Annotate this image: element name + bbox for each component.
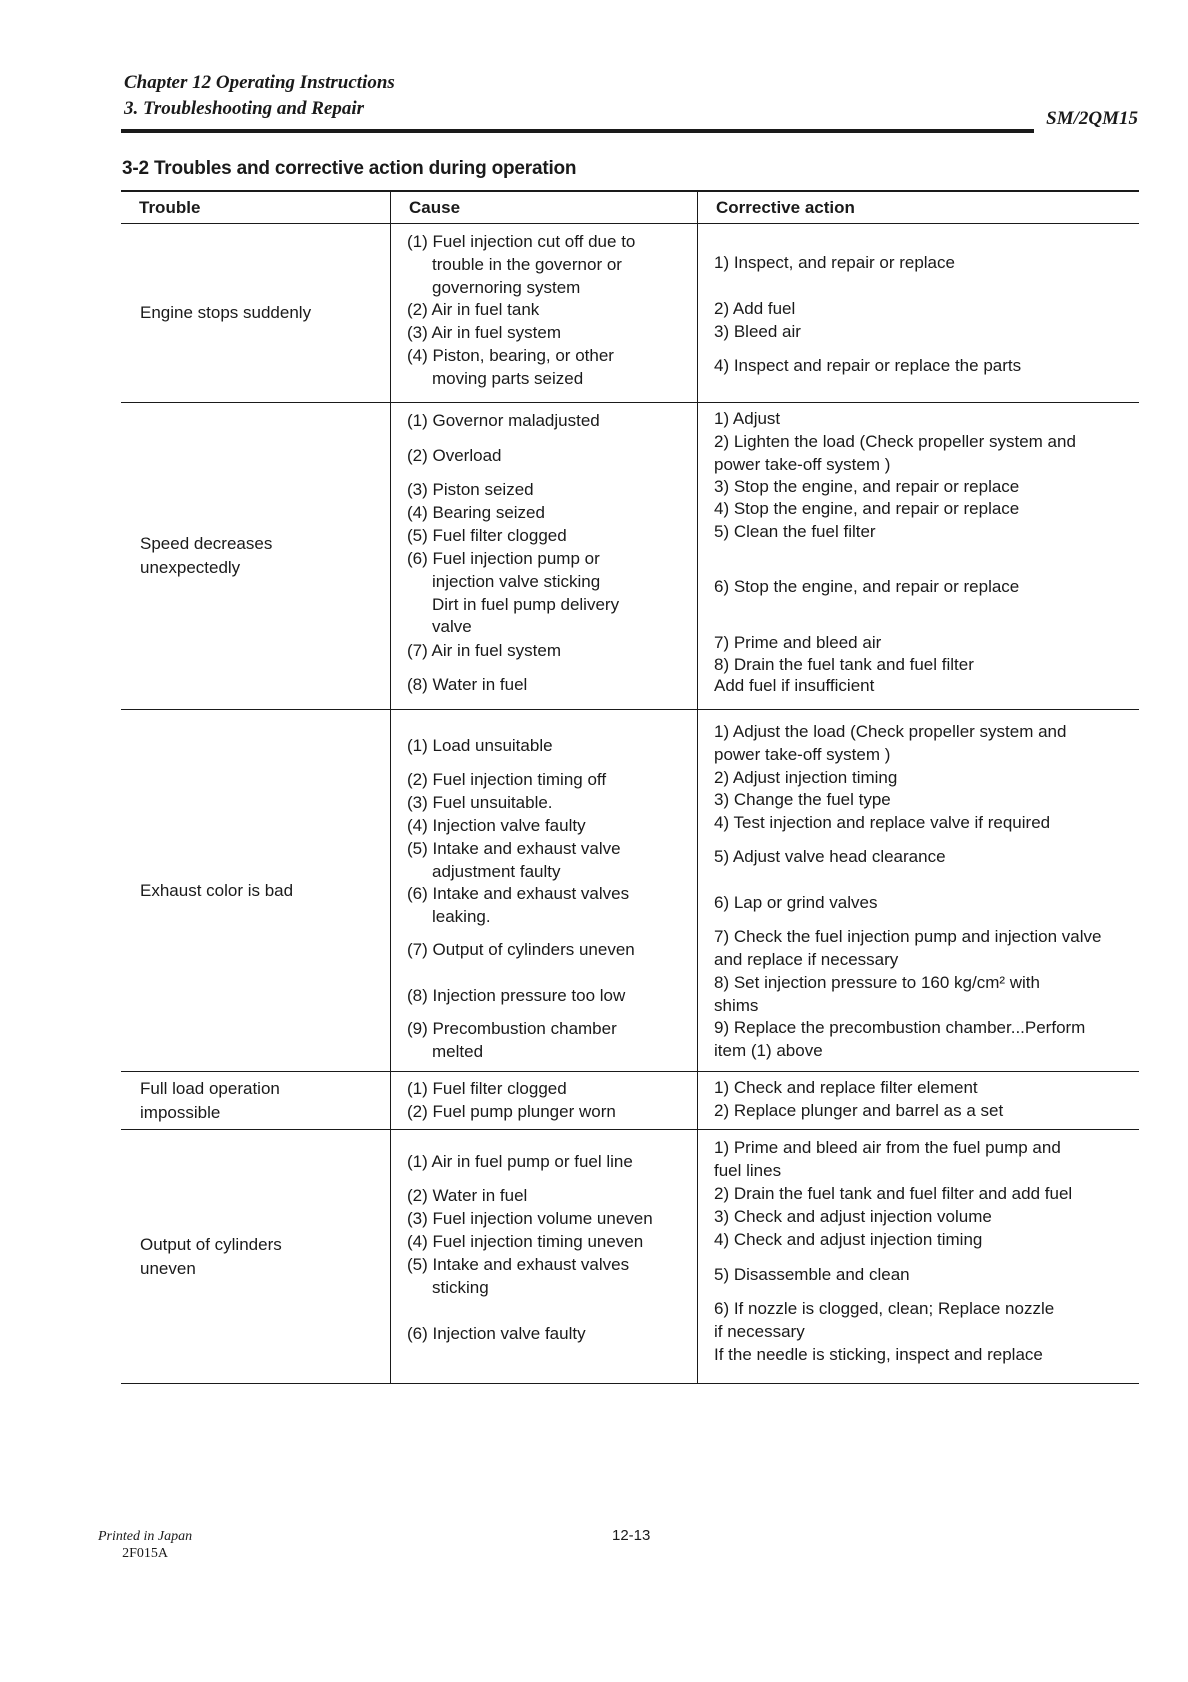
cause-line: Dirt in fuel pump delivery bbox=[432, 595, 620, 614]
table-row bbox=[121, 403, 1139, 710]
cause-line: melted bbox=[432, 1042, 484, 1061]
cause-line: sticking bbox=[432, 1278, 489, 1297]
cause-line: (2) Air in fuel tank bbox=[407, 300, 540, 319]
page-number: 12-13 bbox=[612, 1527, 651, 1544]
cause-line: adjustment faulty bbox=[432, 862, 561, 881]
action-line: 9) Replace the precombustion chamber...Perform bbox=[714, 1018, 1086, 1037]
cause-line: (3) Piston seized bbox=[407, 480, 534, 499]
action-line: 3) Change the fuel type bbox=[714, 790, 891, 809]
action-line: 4) Test injection and replace valve if required bbox=[714, 813, 1051, 832]
action-line: 2) Add fuel bbox=[714, 299, 796, 318]
action-line: 2) Lighten the load (Check propeller system and bbox=[714, 432, 1076, 451]
action-line: 8) Drain the fuel tank and fuel filter bbox=[714, 655, 974, 674]
trouble-cell bbox=[121, 1130, 391, 1384]
trouble-cell bbox=[121, 1072, 391, 1130]
action-line: and replace if necessary bbox=[714, 950, 899, 969]
column-header-action: Corrective action bbox=[698, 191, 1140, 224]
action-line: item (1) above bbox=[714, 1041, 823, 1060]
action-line: 3) Bleed air bbox=[714, 322, 801, 341]
cause-line: (1) Fuel injection cut off due to bbox=[407, 232, 636, 251]
cause-line: trouble in the governor or bbox=[432, 255, 622, 274]
table-row bbox=[121, 710, 1139, 1072]
cause-cell bbox=[391, 224, 698, 403]
action-cell bbox=[698, 710, 1140, 1072]
action-line: If the needle is sticking, inspect and replace bbox=[714, 1345, 1043, 1364]
trouble-text: Engine stops suddenly bbox=[140, 303, 312, 322]
action-line: 6) Lap or grind valves bbox=[714, 893, 878, 912]
cause-line: (4) Fuel injection timing uneven bbox=[407, 1232, 644, 1251]
cause-line: (1) Air in fuel pump or fuel line bbox=[407, 1152, 633, 1171]
document-code: 2F015A bbox=[122, 1546, 168, 1561]
cause-line: (9) Precombustion chamber bbox=[407, 1019, 617, 1038]
action-line: 4) Check and adjust injection timing bbox=[714, 1230, 983, 1249]
chapter-header bbox=[124, 70, 395, 122]
cause-cell bbox=[391, 403, 698, 710]
action-line: 5) Adjust valve head clearance bbox=[714, 847, 946, 866]
table-row bbox=[121, 1130, 1139, 1384]
action-line: 6) Stop the engine, and repair or replace bbox=[714, 577, 1020, 596]
trouble-text: Output of cylinders bbox=[140, 1234, 282, 1254]
cause-line: (3) Fuel injection volume uneven bbox=[407, 1209, 653, 1228]
action-line: Add fuel if insufficient bbox=[714, 676, 875, 695]
cause-line: (7) Air in fuel system bbox=[407, 641, 561, 660]
action-line: 7) Prime and bleed air bbox=[714, 633, 882, 652]
cause-line: (2) Fuel pump plunger worn bbox=[407, 1102, 616, 1121]
cause-line: (6) Fuel injection pump or bbox=[407, 549, 600, 568]
cause-line: (1) Fuel filter clogged bbox=[407, 1079, 567, 1098]
action-line: power take-off system ) bbox=[714, 455, 891, 474]
action-line: 2) Adjust injection timing bbox=[714, 768, 898, 787]
cause-line: (5) Fuel filter clogged bbox=[407, 526, 567, 545]
cause-line: (4) Piston, bearing, or other bbox=[407, 346, 614, 365]
action-line: 1) Adjust the load (Check propeller system and bbox=[714, 722, 1067, 741]
trouble-text: Exhaust color is bad bbox=[140, 880, 294, 900]
table-header-row bbox=[121, 191, 1139, 224]
action-cell bbox=[698, 403, 1140, 710]
action-line: fuel lines bbox=[714, 1161, 782, 1180]
section-title: 3-2 Troubles and corrective action during operation bbox=[122, 158, 577, 179]
trouble-cell bbox=[121, 224, 391, 403]
action-line: 7) Check the fuel injection pump and injection valve bbox=[714, 927, 1102, 946]
cause-line: (2) Fuel injection timing off bbox=[407, 770, 607, 789]
cause-line: (7) Output of cylinders uneven bbox=[407, 940, 635, 959]
column-header-trouble: Trouble bbox=[121, 191, 391, 224]
action-line: 1) Adjust bbox=[714, 409, 781, 428]
action-line: 4) Inspect and repair or replace the parts bbox=[714, 356, 1022, 375]
cause-line: (2) Overload bbox=[407, 446, 502, 465]
action-cell bbox=[698, 1130, 1140, 1384]
trouble-text: Speed decreases bbox=[140, 534, 273, 553]
action-line: power take-off system ) bbox=[714, 745, 891, 764]
action-line: 2) Drain the fuel tank and fuel filter and add fuel bbox=[714, 1184, 1073, 1203]
cause-line: (2) Water in fuel bbox=[407, 1186, 528, 1205]
table-row bbox=[121, 224, 1139, 403]
cause-line: (8) Water in fuel bbox=[407, 675, 528, 694]
cause-line: (1) Governor maladjusted bbox=[407, 411, 600, 430]
trouble-cell bbox=[121, 710, 391, 1072]
table-row bbox=[121, 1072, 1139, 1130]
cause-line: (4) Injection valve faulty bbox=[407, 816, 586, 835]
cause-line: moving parts seized bbox=[432, 369, 584, 388]
cause-line: (6) Injection valve faulty bbox=[407, 1324, 586, 1343]
cause-cell bbox=[391, 1130, 698, 1384]
printed-in-japan: Printed in Japan bbox=[98, 1529, 193, 1544]
trouble-text: uneven bbox=[140, 1258, 196, 1278]
cause-line: (5) Intake and exhaust valve bbox=[407, 839, 621, 858]
trouble-cell bbox=[121, 403, 391, 710]
troubleshooting-table bbox=[121, 190, 1139, 1384]
cause-line: (4) Bearing seized bbox=[407, 503, 545, 522]
action-line: shims bbox=[714, 996, 759, 1015]
action-cell bbox=[698, 1072, 1140, 1130]
cause-line: valve bbox=[432, 617, 472, 636]
cause-line: leaking. bbox=[432, 907, 491, 926]
action-line: if necessary bbox=[714, 1322, 805, 1341]
cause-line: (3) Air in fuel system bbox=[407, 323, 561, 342]
action-line: 6) If nozzle is clogged, clean; Replace nozzle bbox=[714, 1299, 1055, 1318]
cause-cell bbox=[391, 710, 698, 1072]
section-subtitle: 3. Troubleshooting and Repair bbox=[124, 98, 365, 119]
action-line: 3) Check and adjust injection volume bbox=[714, 1207, 992, 1226]
cause-line: (3) Fuel unsuitable. bbox=[407, 793, 553, 812]
cause-line: (6) Intake and exhaust valves bbox=[407, 884, 630, 903]
action-line: 1) Prime and bleed air from the fuel pump and bbox=[714, 1138, 1061, 1157]
action-line: 8) Set injection pressure to 160 kg/cm² with bbox=[714, 973, 1040, 992]
cause-line: injection valve sticking bbox=[432, 572, 601, 591]
cause-line: (5) Intake and exhaust valves bbox=[407, 1255, 630, 1274]
action-line: 1) Inspect, and repair or replace bbox=[714, 253, 955, 272]
cause-line: (1) Load unsuitable bbox=[407, 736, 553, 755]
header-rule bbox=[121, 129, 1034, 133]
cause-line: (8) Injection pressure too low bbox=[407, 986, 626, 1005]
action-line: 4) Stop the engine, and repair or replace bbox=[714, 499, 1020, 518]
action-line: 2) Replace plunger and barrel as a set bbox=[714, 1101, 1004, 1120]
cause-cell bbox=[391, 1072, 698, 1130]
action-line: 5) Clean the fuel filter bbox=[714, 522, 876, 541]
action-line: 5) Disassemble and clean bbox=[714, 1265, 910, 1284]
print-info bbox=[98, 1528, 192, 1562]
trouble-text: impossible bbox=[140, 1102, 221, 1122]
action-cell bbox=[698, 224, 1140, 403]
action-line: 3) Stop the engine, and repair or replace bbox=[714, 477, 1020, 496]
trouble-text: unexpectedly bbox=[140, 558, 241, 577]
chapter-title: Chapter 12 Operating Instructions bbox=[124, 72, 395, 93]
cause-line: governoring system bbox=[432, 278, 581, 297]
trouble-text: Full load operation bbox=[140, 1078, 280, 1098]
model-code: SM/2QM15 bbox=[1046, 108, 1138, 129]
column-header-cause: Cause bbox=[391, 191, 698, 224]
action-line: 1) Check and replace filter element bbox=[714, 1078, 978, 1097]
